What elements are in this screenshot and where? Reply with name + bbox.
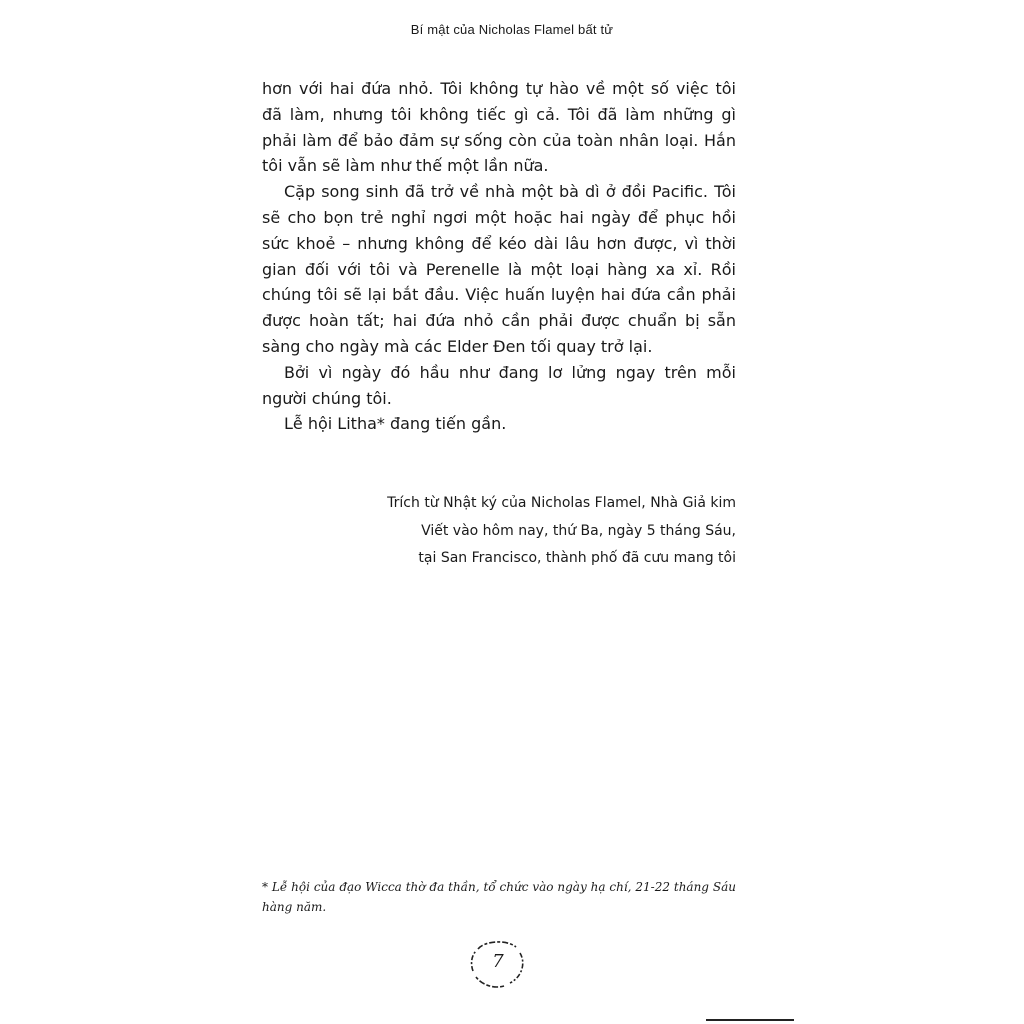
paragraph-2: Cặp song sinh đã trở về nhà một bà dì ở đồi Pacific. Tôi sẽ cho bọn trẻ nghỉ ngơi một hoặc hai ngày để phục hồi sức khoẻ – nhưng không để kéo dài lâu hơn được, vì thời gian đối với tôi và Perenelle là một loại hàng xa xỉ. Rồi chúng tôi sẽ lại bắt đầu. Việc huấn luyện hai đứa cần phải được hoàn tất; hai đứa nhỏ cần phải được chuẩn bị sẵn sàng cho ngày mà các Elder Đen tối quay trở lại. [262,182,736,356]
paragraph-3: Bởi vì ngày đó hầu như đang lơ lửng ngay trên mỗi người chúng tôi. [262,362,736,408]
page-number-ornament [466,935,530,991]
page-number: 7 [492,951,504,972]
signature-line-place: tại San Francisco, thành phố đã cưu mang tôi [418,550,736,566]
corner-rule [706,1019,794,1021]
signature-block [262,490,736,573]
signature-line-source: Trích từ Nhật ký của Nicholas Flamel, Nhà Giả kim [387,495,736,511]
body-text [262,76,736,437]
footnote: * Lễ hội của đạo Wicca thờ đa thần, tổ chức vào ngày hạ chí, 21-22 tháng Sáu hàng năm. [262,880,736,914]
running-title: Bí mật của Nicholas Flamel bất tử [410,22,614,37]
paragraph-1: hơn với hai đứa nhỏ. Tôi không tự hào về một số việc tôi đã làm, nhưng tôi không tiếc gì cả. Tôi đã làm những gì phải làm để bảo đảm sự sống còn của toàn nhân loại. Hắn tôi vẫn sẽ làm như thế một lần nữa. [262,79,736,176]
signature-line-date: Viết vào hôm nay, thứ Ba, ngày 5 tháng Sáu, [421,522,736,539]
paragraph-4: Lễ hội Litha* đang tiến gần. [284,414,507,434]
